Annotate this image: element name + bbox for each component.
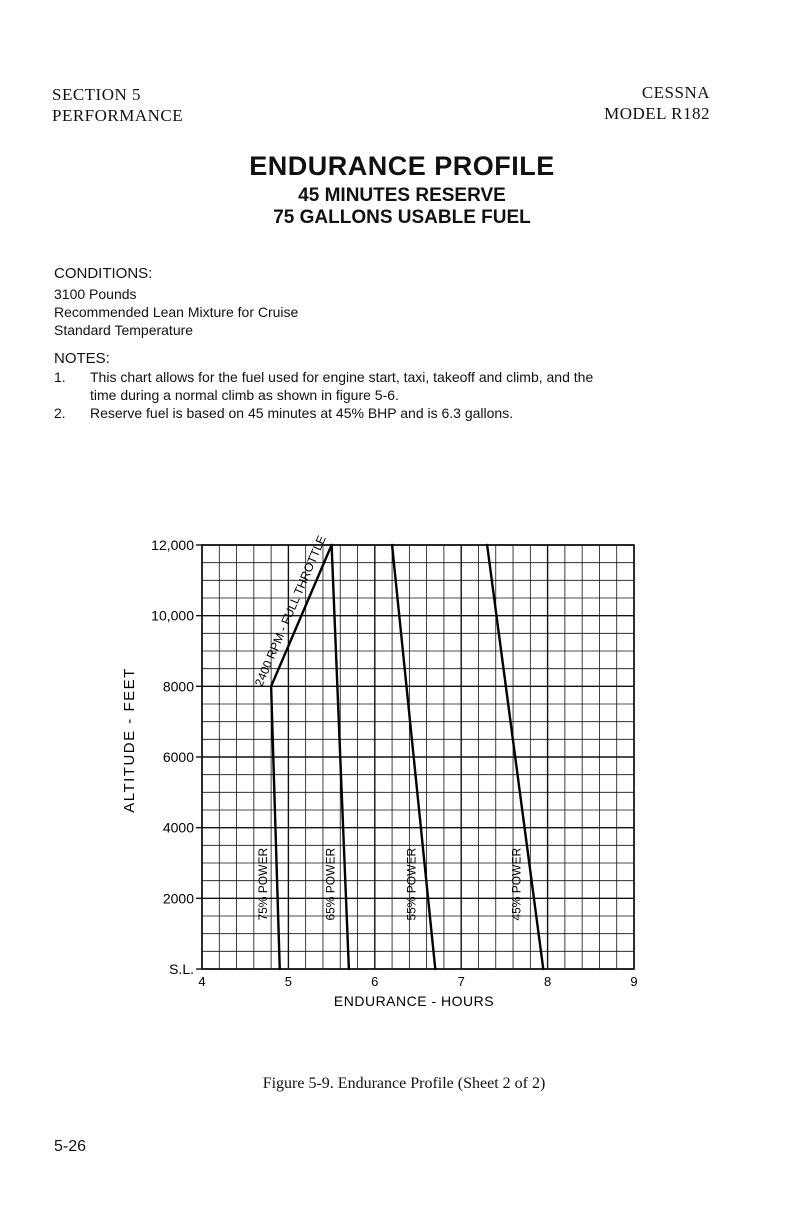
condition-weight: 3100 Pounds (54, 286, 137, 302)
page-title: ENDURANCE PROFILE (249, 151, 555, 181)
y-axis-label: ALTITUDE - FEET (121, 667, 138, 813)
y-tick-label: 10,000 (151, 607, 194, 624)
series-label: 65% POWER (323, 847, 338, 921)
y-tick-label: S.L. (169, 961, 194, 977)
note-text-line: This chart allows for the fuel used for engine start, taxi, takeoff and climb, and the (90, 369, 594, 385)
note-text-line: time during a normal climb as shown in figure 5-6. (90, 387, 399, 403)
model-name: MODEL R182 (604, 104, 710, 123)
series-label: 75% POWER (255, 847, 270, 921)
x-tick-label: 6 (371, 974, 379, 989)
section-title: PERFORMANCE (52, 106, 184, 125)
manufacturer: CESSNA (641, 83, 710, 102)
x-axis-label: ENDURANCE - HOURS (333, 993, 495, 1009)
condition-temperature: Standard Temperature (54, 322, 194, 338)
x-tick-label: 4 (198, 974, 206, 989)
y-tick-label: 2000 (162, 890, 194, 907)
series-label: 45% POWER (509, 847, 524, 921)
page-number: 5-26 (54, 1138, 87, 1155)
subtitle-fuel: 75 GALLONS USABLE FUEL (273, 207, 531, 228)
x-tick-label: 9 (630, 974, 638, 989)
subtitle-reserve: 45 MINUTES RESERVE (298, 185, 506, 206)
y-tick-label: 4000 (162, 819, 194, 836)
notes-heading: NOTES: (54, 350, 110, 367)
chart-line-labels (252, 533, 524, 920)
figure-caption: Figure 5-9. Endurance Profile (Sheet 2 of 2) (262, 1075, 546, 1092)
note-text-line: Reserve fuel is based on 45 minutes at 45% BHP and is 6.3 gallons. (90, 405, 514, 421)
conditions-heading: CONDITIONS: (54, 265, 153, 282)
series-label: 2400 RPM - FULL THROTTLE (251, 533, 329, 689)
series-label: 55% POWER (404, 847, 419, 921)
x-tick-label: 8 (543, 974, 552, 989)
note-number: 1. (54, 369, 66, 385)
y-tick-label: 6000 (162, 749, 194, 765)
y-tick-label: 12,000 (151, 537, 194, 553)
y-tick-label: 8000 (162, 678, 194, 695)
section-number: SECTION 5 (52, 85, 142, 104)
x-tick-label: 5 (284, 974, 293, 989)
x-tick-label: 7 (457, 974, 465, 989)
condition-mixture: Recommended Lean Mixture for Cruise (54, 304, 299, 320)
note-number: 2. (54, 405, 66, 421)
